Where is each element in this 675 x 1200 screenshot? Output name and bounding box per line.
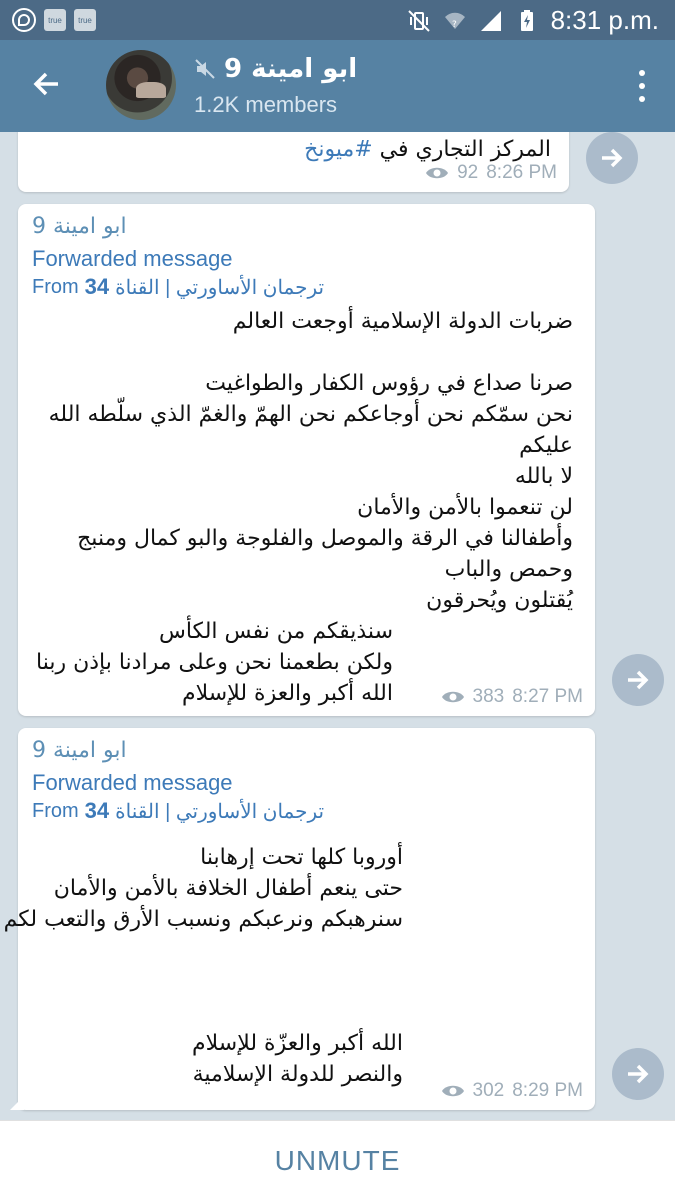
forwarded-label: Forwarded message [32, 246, 233, 271]
forwarded-from[interactable]: From 34 ترجمان الأساورتي | القناة [32, 798, 325, 823]
views-eye-icon [425, 165, 449, 181]
sender-name[interactable]: ابو امينة 9 [32, 738, 127, 763]
message-text: المركز التجاري في #ميونخ [304, 137, 551, 162]
members-count: 1.2K members [194, 92, 338, 117]
message-time: 8:29 PM [512, 1080, 583, 1101]
status-bar [0, 0, 675, 40]
views-eye-icon [441, 689, 465, 705]
chat-title[interactable] [194, 54, 357, 84]
back-arrow-icon[interactable] [28, 66, 64, 102]
sender-name[interactable]: ابو امينة 9 [32, 214, 127, 239]
wifi-icon [443, 9, 467, 33]
group-name: ابو امينة 9 [224, 54, 358, 84]
whatsapp-icon [12, 8, 36, 32]
message-bubble[interactable] [18, 204, 595, 716]
forward-arrow-icon [624, 666, 652, 694]
avatar[interactable] [106, 50, 176, 120]
more-options-icon[interactable] [637, 70, 647, 102]
message-bubble[interactable] [3, 728, 595, 1110]
forwarded-label: Forwarded message [32, 770, 233, 795]
view-count: 383 [472, 686, 505, 707]
message-text: ضربات الدولة الإسلامية أوجعت العالم صرنا صداع في رؤوس الكفار والطواغيت نحن سمّكم نحن أوجاعكم نحن الهمّ والغمّ الذي سلّطه الله عليكم لا بالله لن تنعموا بالأمن والأمان وأطفالنا في الرقة والموصل والفلوجة والبو كمال ومنبج وحمص والباب يُقتلون ويُحرقون سنذيقكم من نفس الكأس ولكن بطعمنا نحن وعلى مرادنا بإذن ربنا الله أكبر والعزة للإسلام [36, 309, 573, 706]
bubble-tail [10, 1096, 24, 1110]
forward-arrow-icon [598, 144, 626, 172]
notification-icon: true [74, 9, 96, 31]
chat-header [0, 40, 675, 132]
svg-text:?: ? [451, 19, 457, 30]
message-meta [441, 1080, 583, 1102]
signal-icon [479, 9, 503, 33]
message-meta [441, 686, 583, 708]
message-list[interactable] [0, 132, 675, 1120]
message-bubble[interactable] [18, 132, 569, 192]
muted-icon [194, 58, 216, 80]
hashtag-link[interactable]: #ميونخ [304, 137, 373, 162]
message-time: 8:27 PM [512, 686, 583, 707]
view-count: 92 [457, 162, 479, 183]
notification-icon: true [44, 9, 66, 31]
share-button[interactable] [586, 132, 638, 184]
clock: 8:31 p.m. [550, 5, 659, 35]
bottom-bar [0, 1120, 675, 1200]
message-meta [425, 162, 557, 184]
forward-arrow-icon [624, 1060, 652, 1088]
message-text: أوروبا كلها تحت إرهابنا حتى ينعم أطفال الخلافة بالأمن والأمان سنرهبكم ونرعبكم ونسبب الأرق والتعب لكم الله أكبر والعزّة للإسلام والنصر للدولة الإسلامية [3, 845, 403, 1087]
unmute-button[interactable]: UNMUTE [274, 1144, 401, 1176]
share-button[interactable] [612, 654, 664, 706]
vibrate-mute-icon [407, 9, 431, 33]
forwarded-from[interactable]: From 34 ترجمان الأساورتي | القناة [32, 274, 325, 299]
battery-charging-icon [515, 9, 539, 33]
message-time: 8:26 PM [486, 162, 557, 183]
views-eye-icon [441, 1083, 465, 1099]
view-count: 302 [472, 1080, 505, 1101]
share-button[interactable] [612, 1048, 664, 1100]
